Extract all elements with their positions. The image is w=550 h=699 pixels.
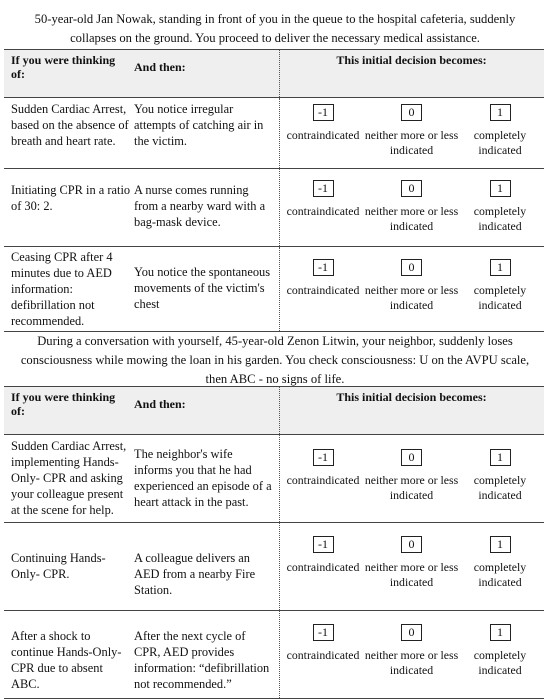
option-box[interactable]: -1 [313, 104, 334, 121]
row-then: The neighbor's wife informs you that he had experienced an episode of a heart attack in the past. [134, 447, 272, 509]
option-label: contraindicated [286, 283, 360, 297]
option-label: neither more or less indicated [364, 283, 459, 312]
case-2-vignette-text: During a conversation with yourself, 45-year-old Zenon Litwin, your neighbor, suddenly loses consciousness while mowing the loan in his garden. You check consciousness: U on the AVPU scale, then ABC - no signs of life. [20, 334, 530, 386]
table-row [4, 247, 544, 332]
case-2-table [4, 386, 544, 699]
table-row [4, 523, 544, 611]
header-decision: This initial decision becomes: [336, 390, 487, 404]
option-neutral[interactable] [364, 104, 459, 158]
option-label: neither more or less indicated [364, 473, 459, 502]
option-completely-indicated[interactable] [459, 259, 541, 313]
header-decision: This initial decision becomes: [336, 53, 487, 67]
option-label: completely indicated [473, 128, 527, 157]
option-label: completely indicated [473, 648, 527, 677]
row-then: You notice irregular attempts of catching air in the victim. [134, 102, 264, 148]
option-box[interactable]: 1 [490, 449, 511, 466]
option-box[interactable]: 1 [490, 624, 511, 641]
option-neutral[interactable] [364, 259, 459, 313]
option-contraindicated[interactable] [284, 536, 362, 575]
option-contraindicated[interactable] [284, 259, 362, 298]
row-then: A nurse comes running from a nearby ward with a bag-mask device. [134, 183, 266, 229]
row-thinking: After a shock to continue Hands-Only-CPR due to absent ABC. [11, 629, 122, 691]
option-label: contraindicated [286, 473, 360, 487]
row-then: A colleague delivers an AED from a nearby Fire Station. [134, 551, 256, 597]
option-box[interactable]: -1 [313, 180, 334, 197]
option-label: contraindicated [286, 648, 360, 662]
option-contraindicated[interactable] [284, 180, 362, 219]
option-box[interactable]: 1 [490, 104, 511, 121]
option-box[interactable]: 0 [401, 104, 422, 121]
option-completely-indicated[interactable] [459, 180, 541, 234]
option-contraindicated[interactable] [284, 624, 362, 663]
option-box[interactable]: 0 [401, 180, 422, 197]
option-box[interactable]: 1 [490, 259, 511, 276]
column-divider [279, 98, 280, 168]
header-then: And then: [134, 397, 186, 411]
row-thinking: Sudden Cardiac Arrest, based on the absence of breath and heart rate. [11, 102, 129, 148]
case-1-table [4, 49, 544, 332]
table-header [4, 386, 544, 435]
table-row [4, 98, 544, 169]
column-divider [279, 247, 280, 331]
row-thinking: Ceasing CPR after 4 minutes due to AED information: defibrillation not recommended. [11, 250, 113, 328]
row-thinking: Continuing Hands-Only- CPR. [11, 551, 106, 581]
table-header [4, 49, 544, 98]
option-label: contraindicated [286, 204, 360, 218]
column-divider [279, 169, 280, 246]
case-2-vignette [0, 332, 550, 389]
case-1-vignette [0, 10, 550, 48]
option-completely-indicated[interactable] [459, 536, 541, 590]
option-label: contraindicated [286, 128, 360, 142]
row-thinking: Initiating CPR in a ratio of 30: 2. [11, 183, 131, 213]
option-box[interactable]: 0 [401, 624, 422, 641]
header-then: And then: [134, 60, 186, 74]
option-completely-indicated[interactable] [459, 449, 541, 503]
option-box[interactable]: 1 [490, 536, 511, 553]
option-box[interactable]: -1 [313, 449, 334, 466]
table-row [4, 611, 544, 699]
option-label: completely indicated [473, 560, 527, 589]
option-completely-indicated[interactable] [459, 624, 541, 678]
option-neutral[interactable] [364, 536, 459, 590]
option-box[interactable]: 0 [401, 536, 422, 553]
row-then: After the next cycle of CPR, AED provides information: “defibrillation not recommended.” [134, 629, 270, 691]
option-label: neither more or less indicated [364, 560, 459, 589]
option-box[interactable]: 0 [401, 449, 422, 466]
table-row [4, 169, 544, 247]
option-neutral[interactable] [364, 449, 459, 503]
option-box[interactable]: -1 [313, 259, 334, 276]
option-box[interactable]: 0 [401, 259, 422, 276]
option-label: neither more or less indicated [364, 204, 459, 233]
option-box[interactable]: -1 [313, 624, 334, 641]
option-contraindicated[interactable] [284, 104, 362, 143]
row-thinking: Sudden Cardiac Arrest, implementing Hands-Only- CPR and asking your colleague present at the scene for help. [11, 439, 127, 517]
column-divider [279, 523, 280, 610]
option-neutral[interactable] [364, 180, 459, 234]
option-label: neither more or less indicated [364, 648, 459, 677]
option-contraindicated[interactable] [284, 449, 362, 488]
option-box[interactable]: 1 [490, 180, 511, 197]
option-completely-indicated[interactable] [459, 104, 541, 158]
option-label: completely indicated [473, 204, 527, 233]
option-label: completely indicated [473, 473, 527, 502]
option-box[interactable]: -1 [313, 536, 334, 553]
header-thinking: If you were thinking of: [11, 53, 116, 81]
option-neutral[interactable] [364, 624, 459, 678]
option-label: completely indicated [473, 283, 527, 312]
table-row [4, 435, 544, 523]
option-label: contraindicated [286, 560, 360, 574]
column-divider [279, 435, 280, 522]
row-then: You notice the spontaneous movements of the victim's chest [134, 265, 271, 311]
case-1-vignette-text: 50-year-old Jan Nowak, standing in front of you in the queue to the hospital cafeteria, suddenly collapses on the ground. You proceed to deliver the necessary medical assistance. [34, 12, 516, 45]
header-thinking: If you were thinking of: [11, 390, 116, 418]
option-label: neither more or less indicated [364, 128, 459, 157]
